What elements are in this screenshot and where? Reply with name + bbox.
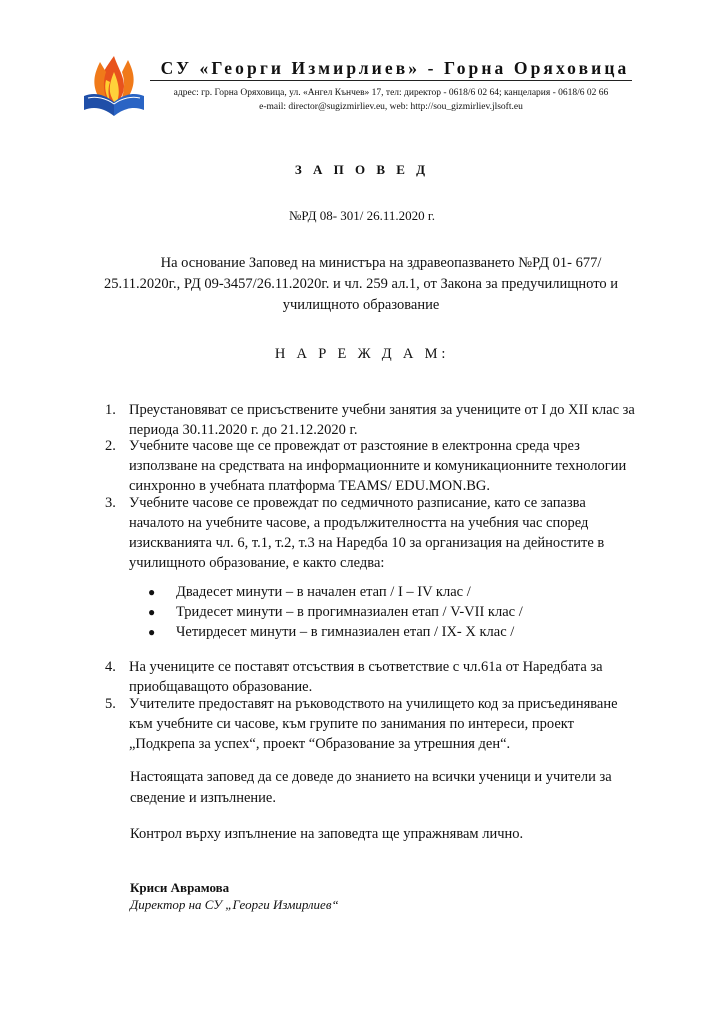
- address-line: адрес: гр. Горна Оряховица, ул. «Ангел Кънчев» 17, тел: директор - 0618/6 02 64; канцелария - 0618/6 02 66: [173, 88, 609, 98]
- item-number: 5.: [105, 696, 116, 712]
- item-line: началото на учебните часове, а продължителността на учебния час според: [129, 515, 589, 531]
- item-text: [129, 436, 638, 496]
- item-line: училищното образование, е както следва:: [129, 555, 385, 571]
- item-line: Учителите предоставят на ръководството на училището код за присъединяване: [129, 696, 618, 712]
- contact-line: e-mail: director@sugizmirliev.eu, web: http://sou_gizmirliev.jlsoft.eu: [259, 102, 523, 112]
- item-line: На учениците се поставят отсъствия в съответствие с чл.61а от Наредбата за: [129, 659, 603, 675]
- bullet-icon: ●: [148, 585, 156, 599]
- list-item: [105, 400, 638, 440]
- bullet-text: Тридесет минути – в прогимназиален етап / V-VII клас /: [176, 604, 523, 620]
- item-line: синхронно в учебната платформа TEAMS/ EDU.MON.BG.: [129, 478, 490, 494]
- list-item: [105, 694, 638, 754]
- legal-basis: [90, 253, 632, 316]
- control-paragraph: Контрол върху изпълнение на заповедта ще упражнявам лично.: [130, 826, 524, 842]
- school-name: СУ «Георги Измирлиев» - Горна Оряховица: [160, 58, 630, 78]
- item-line: към учебните си часове, към групите по занимания по интереси, проект: [129, 716, 574, 732]
- basis-line: училищното образование: [282, 297, 440, 313]
- decree-heading: Н А Р Е Ж Д А М:: [274, 346, 450, 362]
- school-address: [145, 86, 637, 114]
- item-number: 3.: [105, 495, 116, 511]
- item-text: [129, 400, 638, 440]
- order-number: №РД 08- 301/ 26.11.2020 г.: [288, 208, 436, 223]
- basis-line: 25.11.2020г., РД 09-3457/26.11.2020г. и чл. 259 ал.1, от Закона за предучилищното и: [103, 276, 619, 292]
- item-line: Учебните часове се провеждат по седмичното разписание, като се запазва: [129, 495, 586, 511]
- list-item: [105, 436, 638, 496]
- item-text: [129, 657, 638, 697]
- bullet-icon: ●: [148, 625, 156, 639]
- item-line: „Подкрепа за успех“, проект “Образование за утрешния ден“.: [129, 736, 511, 752]
- paragraph-line: Настоящата заповед да се доведе до знанието на всички ученици и учители за: [130, 769, 612, 785]
- bullet-text: Двадесет минути – в начален етап / I – IV клас /: [176, 584, 471, 600]
- item-text: [129, 694, 638, 754]
- item-line: използване на средствата на информационните и комуникационните технологии: [129, 458, 627, 474]
- item-number: 1.: [105, 402, 116, 418]
- paragraph-line: сведение и изпълнение.: [130, 790, 276, 806]
- item-number: 2.: [105, 438, 116, 454]
- item-line: приобщаващото образование.: [129, 679, 313, 695]
- bullet-icon: ●: [148, 605, 156, 619]
- signer-role: Директор на СУ „Георги Измирлиев“: [130, 897, 339, 912]
- closing-paragraph: [130, 767, 638, 809]
- item-line: изискванията чл. 6, т.1, т.2, т.3 на Наредба 10 за организация на дейностите в: [129, 535, 605, 551]
- item-line: Преустановяват се присъствените учебни занятия за учениците от I до XII клас за: [129, 402, 635, 418]
- header-divider: [150, 80, 632, 81]
- item-text: [129, 493, 638, 573]
- flame-book-logo-icon: [80, 52, 148, 118]
- item-number: 4.: [105, 659, 116, 675]
- list-item: [105, 493, 638, 573]
- list-item: [105, 657, 638, 697]
- item-line: периода 30.11.2020 г. до 21.12.2020 г.: [129, 422, 358, 438]
- basis-line: На основание Заповед на министъра на здравеопазването №РД 01- 677/: [160, 255, 602, 271]
- document-title: З А П О В Е Д: [294, 162, 430, 177]
- signer-name: Криси Аврамова: [130, 880, 230, 895]
- item-line: Учебните часове ще се провеждат от разстояние в електронна среда чрез: [129, 438, 580, 454]
- bullet-text: Четирдесет минути – в гимназиален етап / IX- X клас /: [176, 624, 515, 640]
